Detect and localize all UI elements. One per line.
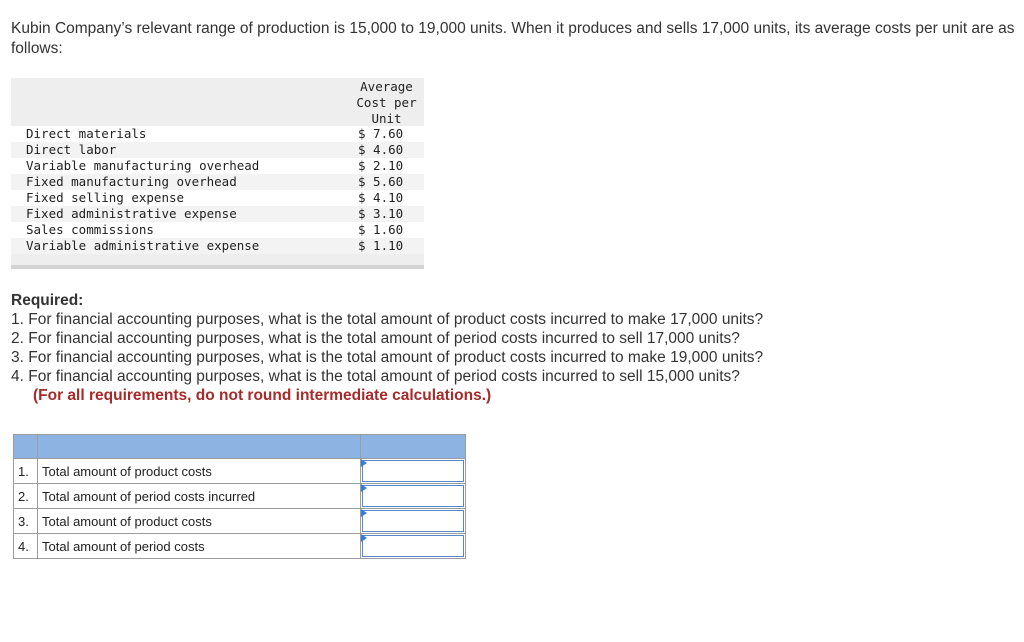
answer-row — [14, 484, 466, 509]
cost-value: $ 4.60 — [358, 142, 404, 157]
answer-row — [14, 459, 466, 484]
answer-cell — [361, 534, 466, 559]
rounding-note: (For all requirements, do not round intermediate calculations.) — [33, 387, 492, 404]
answer-label: Total amount of period costs — [38, 534, 361, 559]
cost-label: Fixed administrative expense — [26, 206, 237, 221]
answer-label: Total amount of product costs — [38, 509, 361, 534]
answer-number: 4. — [14, 534, 38, 559]
question-1: 1. For financial accounting purposes, what is the total amount of product costs incurred to make 17,000 units? — [11, 311, 764, 328]
cost-value: $ 7.60 — [358, 126, 404, 141]
cost-table-body — [11, 126, 424, 254]
question-4: 4. For financial accounting purposes, what is the total amount of period costs incurred to sell 15,000 units? — [11, 368, 740, 385]
answer-number: 1. — [14, 459, 38, 484]
cost-value: $ 1.10 — [358, 238, 404, 253]
cost-header-line-2: Cost per — [356, 95, 417, 110]
cost-label: Sales commissions — [26, 222, 154, 237]
answer-number: 2. — [14, 484, 38, 509]
cost-value: $ 3.10 — [358, 206, 404, 221]
cost-row — [11, 142, 424, 158]
required-heading: Required: — [11, 292, 84, 309]
answer-row — [14, 534, 466, 559]
cost-label: Direct labor — [26, 142, 117, 157]
answer-cell — [361, 509, 466, 534]
cost-row — [11, 126, 424, 142]
cost-row — [11, 158, 424, 174]
cost-label: Direct materials — [26, 126, 147, 141]
cost-column-header — [349, 79, 424, 127]
answer-input-1[interactable] — [364, 462, 464, 480]
answer-table — [13, 434, 466, 559]
cost-value: $ 2.10 — [358, 158, 404, 173]
cost-label: Fixed selling expense — [26, 190, 185, 205]
cost-header-line-1: Average — [360, 79, 413, 94]
answer-number: 3. — [14, 509, 38, 534]
cost-row — [11, 174, 424, 190]
question-2: 2. For financial accounting purposes, what is the total amount of period costs incurred to sell 17,000 units? — [11, 330, 740, 347]
answer-cell — [361, 484, 466, 509]
cost-value: $ 1.60 — [358, 222, 404, 237]
cost-row — [11, 222, 424, 238]
answer-input-4[interactable] — [364, 537, 464, 555]
cost-row — [11, 190, 424, 206]
cost-label: Variable administrative expense — [26, 238, 260, 253]
cost-row — [11, 206, 424, 222]
question-3: 3. For financial accounting purposes, what is the total amount of product costs incurred to make 19,000 units? — [11, 349, 764, 366]
answer-input-2[interactable] — [364, 487, 464, 505]
cost-value: $ 5.60 — [358, 174, 404, 189]
cost-value: $ 4.10 — [358, 190, 404, 205]
problem-intro: Kubin Company’s relevant range of production is 15,000 to 19,000 units. When it produces and sells 17,000 units, its average costs per unit are as follows: — [11, 20, 1015, 57]
answer-label: Total amount of period costs incurred — [38, 484, 361, 509]
cost-label: Variable manufacturing overhead — [26, 158, 260, 173]
cost-row — [11, 238, 424, 254]
cost-header-line-3: Unit — [371, 111, 402, 126]
answer-label: Total amount of product costs — [38, 459, 361, 484]
cost-table-footer — [11, 254, 424, 265]
requirements-block — [11, 291, 1016, 405]
answer-header-row — [14, 435, 466, 459]
answer-row — [14, 509, 466, 534]
answer-input-3[interactable] — [364, 512, 464, 530]
cost-label: Fixed manufacturing overhead — [26, 174, 237, 189]
answer-cell — [361, 459, 466, 484]
average-cost-table — [11, 78, 424, 269]
